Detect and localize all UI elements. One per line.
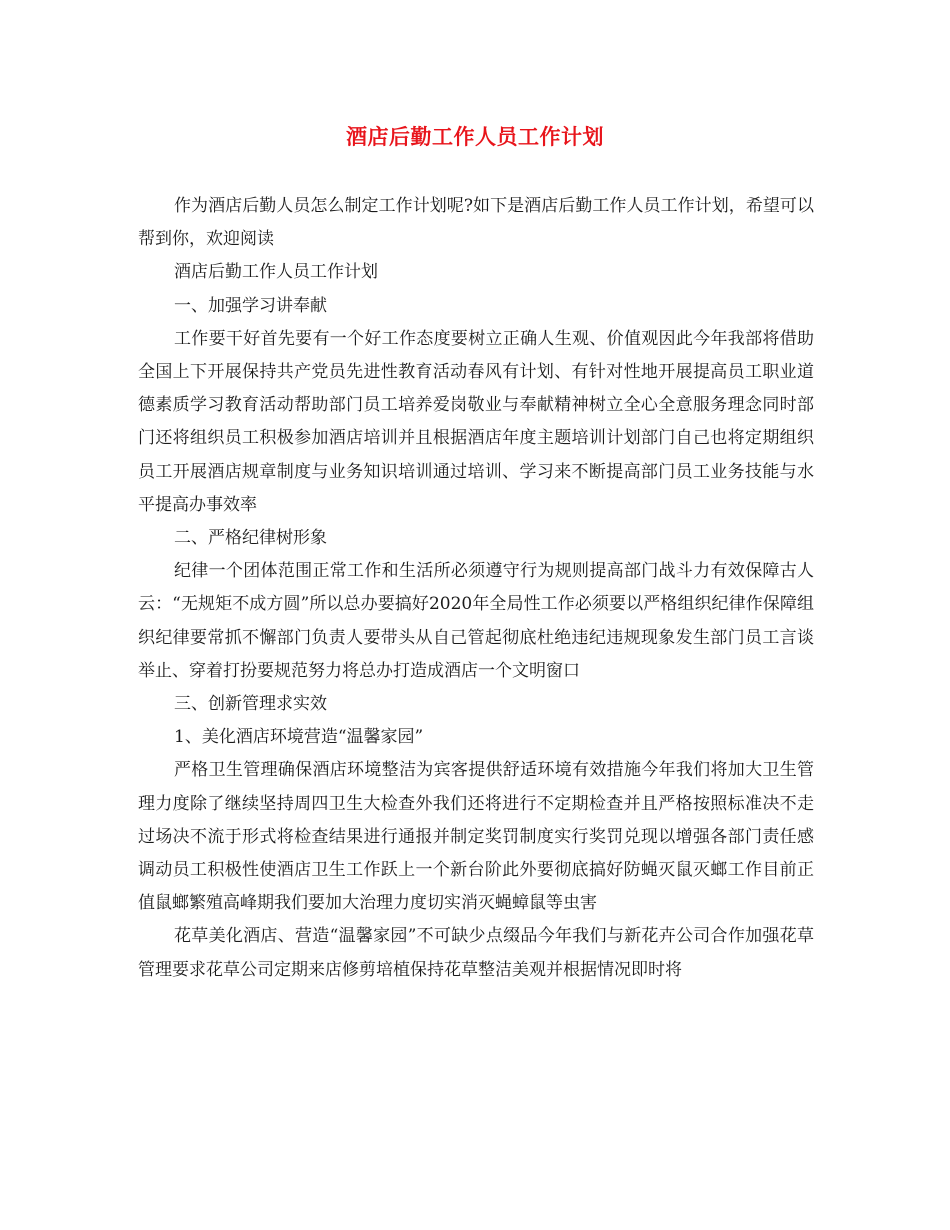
section-heading-2: 二、严格纪律树形象 (174, 528, 327, 549)
body-paragraph: 花草美化酒店、营造“温馨家园”不可缺少点缀品今年我们与新花卉公司合作加强花草管理要求花草公司定期来店修剪培植保持花草整洁美观并根据情况即时将 (138, 926, 814, 980)
body-paragraph: 纪律一个团体范围正常工作和生活所必须遵守行为规则提高部门战斗力有效保障古人云：“无规矩不成方圆”所以总办要搞好2020年全局性工作必须要以严格组织纪律作保障组织纪律要常抓不懈部门负责人要带头从自己管起彻底杜绝违纪违规现象发生部门员工言谈举止、穿着打扮要规范努力将总办打造成酒店一个文明窗口 (138, 561, 814, 681)
section-heading-1: 一、加强学习讲奉献 (174, 295, 327, 316)
subsection-heading-1: 1、美化酒店环境营造“温馨家园” (174, 727, 424, 748)
subtitle-paragraph: 酒店后勤工作人员工作计划 (174, 262, 378, 283)
document-title: 酒店后勤工作人员工作计划 (346, 124, 604, 149)
body-paragraph: 工作要干好首先要有一个好工作态度要树立正确人生观、价值观因此今年我部将借助全国上下开展保持共产党员先进性教育活动春风有计划、有针对性地开展提高员工职业道德素质学习教育活动帮助部门员工培养爱岗敬业与奉献精神树立全心全意服务理念同时部门还将组织员工积极参加酒店培训并且根据酒店年度主题培训计划部门自己也将定期组织员工开展酒店规章制度与业务知识培训通过培训、学习来不断提高部门员工业务技能与水平提高办事效率 (138, 328, 814, 515)
section-heading-3: 三、创新管理求实效 (174, 694, 327, 715)
intro-paragraph: 作为酒店后勤人员怎么制定工作计划呢?如下是酒店后勤工作人员工作计划，希望可以帮到你，欢迎阅读 (138, 196, 814, 250)
document-body (138, 190, 814, 987)
body-paragraph: 严格卫生管理确保酒店环境整洁为宾客提供舒适环境有效措施今年我们将加大卫生管理力度除了继续坚持周四卫生大检查外我们还将进行不定期检查并且严格按照标准决不走过场决不流于形式将检查结果进行通报并制定奖罚制度实行奖罚兑现以增强各部门责任感调动员工积极性使酒店卫生工作跃上一个新台阶此外要彻底搞好防蝇灭鼠灭螂工作目前正值鼠螂繁殖高峰期我们要加大治理力度切实消灭蝇蟑鼠等虫害 (138, 760, 814, 914)
